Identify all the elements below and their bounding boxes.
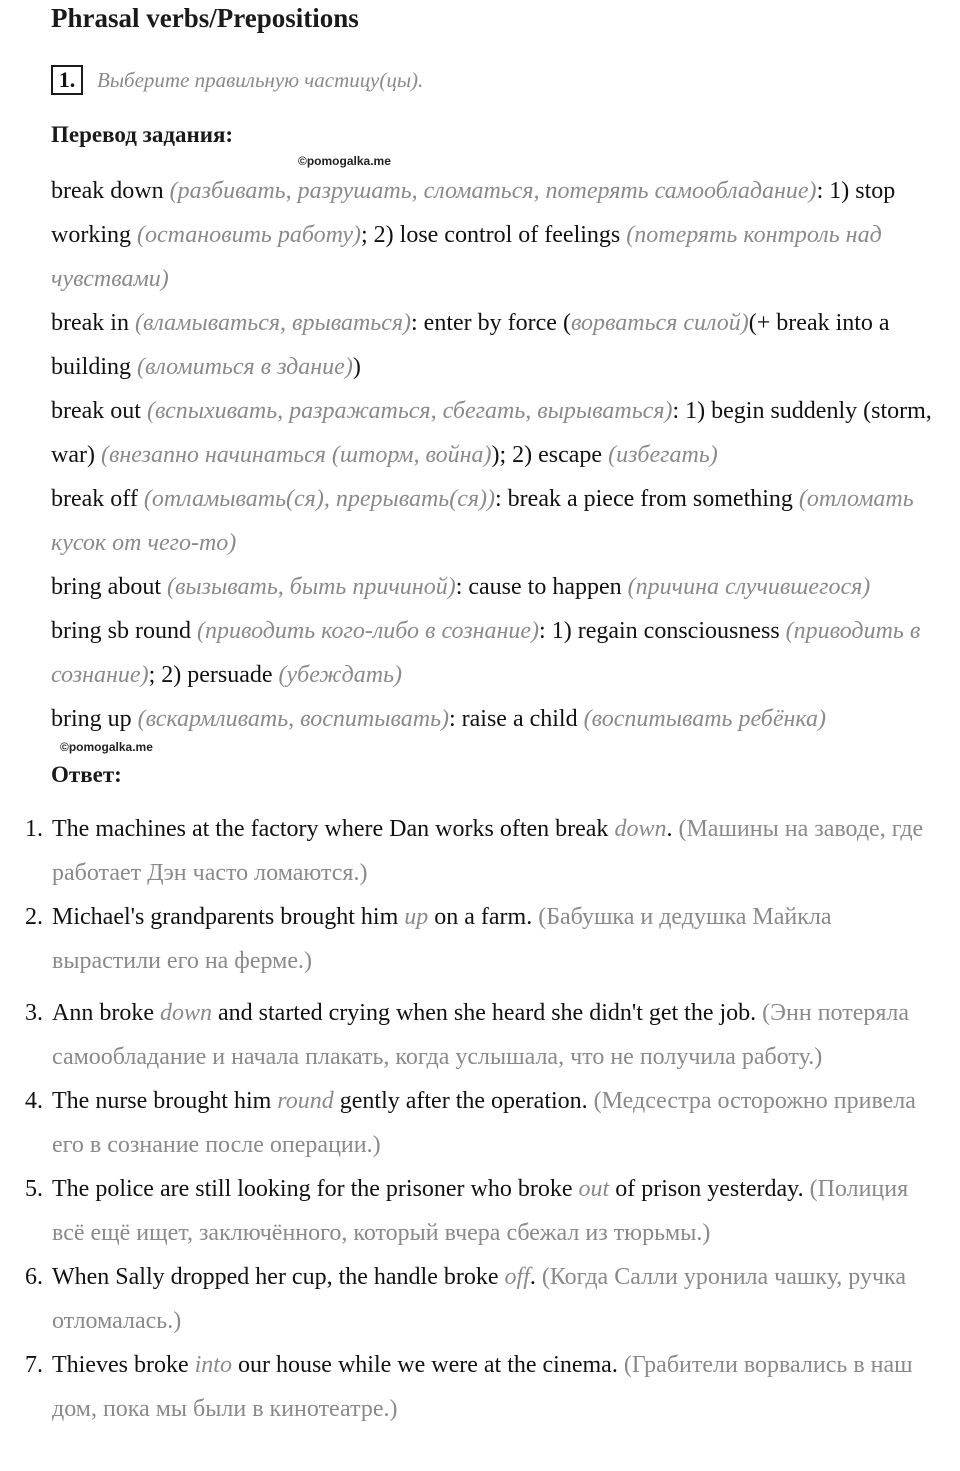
verb-definition: : break a piece from something <box>495 486 799 512</box>
answer-number: 1. <box>25 816 43 842</box>
verb-term: bring up <box>51 706 132 732</box>
answer-number: 3. <box>25 1000 43 1026</box>
answer-number: 6. <box>25 1264 43 1290</box>
answer-item <box>0 807 940 895</box>
definition-translation: (приводить в сознание) <box>51 618 921 688</box>
definition-translation: (остановить работу) <box>137 222 361 248</box>
answer-number: 7. <box>25 1352 43 1378</box>
answer-list <box>0 807 940 1431</box>
verb-translation: (вскармливать, воспитывать) <box>137 706 449 732</box>
definition-translation: (внезапно начинаться (шторм, война) <box>100 442 492 468</box>
answer-heading: Ответ: <box>51 762 122 787</box>
verb-definition-2: ; 2) lose control of feelings <box>360 222 627 248</box>
sentence-end: and started crying when she heard she didn't get the job. <box>212 1000 757 1026</box>
verb-entry <box>51 301 936 389</box>
sentence-translation: (Полиция всё ещё ищет, заключённого, который вчера сбежал из тюрьмы.) <box>52 1176 909 1246</box>
particle: into <box>194 1352 232 1378</box>
task-line <box>51 64 423 96</box>
verb-definition: : 1) regain consciousness <box>539 618 786 644</box>
verb-term: bring about <box>51 574 161 600</box>
definition-translation: (причина случившегося) <box>627 574 871 600</box>
verb-translation: (отламывать(ся), прерывать(ся)) <box>143 486 496 512</box>
verb-definition-2: ); 2) escape <box>491 442 609 468</box>
verb-term: break down <box>51 178 164 204</box>
sentence-start: The machines at the factory where Dan works often break <box>52 816 615 842</box>
answer-item <box>0 1167 940 1255</box>
answer-number: 5. <box>25 1176 43 1202</box>
watermark-bottom: ©pomogalka.me <box>60 740 153 754</box>
answer-number: 4. <box>25 1088 43 1114</box>
sentence-start: The police are still looking for the prisoner who broke <box>52 1176 579 1202</box>
definition-translation: ворваться силой) <box>570 310 749 336</box>
sentence-translation: (Медсестра осторожно привела его в сознание после операции.) <box>52 1088 916 1158</box>
particle: up <box>404 904 429 930</box>
sentence-translation: (Бабушка и дедушка Майкла вырастили его на ферме.) <box>52 904 832 974</box>
sentence-end: gently after the operation. <box>333 1088 588 1114</box>
task-number-box: 1. <box>51 65 83 95</box>
sentence-end: . <box>666 816 673 842</box>
sentence-end: our house while we were at the cinema. <box>231 1352 618 1378</box>
definition-translation-2: (избегать) <box>608 442 718 468</box>
verb-term: bring sb round <box>51 618 191 644</box>
verb-definition-2: ; 2) persuade <box>148 662 279 688</box>
phrasal-verb-list <box>51 169 936 741</box>
definition-translation: (отломать кусок от чего-то) <box>51 486 914 556</box>
sentence-start: The nurse brought him <box>52 1088 278 1114</box>
sentence-start: When Sally dropped her cup, the handle broke <box>52 1264 505 1290</box>
particle: out <box>578 1176 610 1202</box>
particle: down <box>614 816 667 842</box>
verb-entry <box>51 609 936 697</box>
task-instruction: Выберите правильную частицу(цы). <box>97 67 424 92</box>
particle: down <box>159 1000 212 1026</box>
verb-translation: (вспыхивать, разражаться, сбегать, вырываться) <box>146 398 673 424</box>
verb-entry <box>51 477 936 565</box>
verb-translation: (разбивать, разрушать, сломаться, потерять самообладание) <box>169 178 817 204</box>
translation-heading: Перевод задания: <box>51 122 234 147</box>
verb-definition: : 1) begin suddenly (storm, war) <box>51 398 932 468</box>
sentence-translation: (Когда Салли уронила чашку, ручка отломалась.) <box>52 1264 906 1334</box>
verb-term: break out <box>51 398 141 424</box>
particle: off <box>504 1264 530 1290</box>
definition-translation-2: (вломиться в здание) <box>137 354 353 380</box>
definition-translation-2: (потерять контроль над чувствами) <box>51 222 882 292</box>
sentence-translation: (Энн потеряла самообладание и начала плакать, когда услышала, что не получила работу.) <box>52 1000 910 1070</box>
sentence-start: Ann broke <box>52 1000 160 1026</box>
verb-definition-3: ) <box>352 354 361 380</box>
watermark-top: ©pomogalka.me <box>298 154 391 168</box>
verb-definition: : 1) stop working <box>51 178 896 248</box>
verb-translation: (приводить кого-либо в сознание) <box>197 618 540 644</box>
verb-definition: : enter by force ( <box>411 310 571 336</box>
answer-item <box>0 895 940 983</box>
verb-definition-2: (+ break into a building <box>51 310 890 380</box>
answer-item <box>0 1343 940 1431</box>
verb-definition: : raise a child <box>448 706 584 732</box>
sentence-translation: (Машины на заводе, где работает Дэн часто ломаются.) <box>52 816 924 886</box>
verb-term: break in <box>51 310 129 336</box>
verb-definition: : cause to happen <box>455 574 628 600</box>
sentence-translation: (Грабители ворвались в наш дом, пока мы были в кинотеатре.) <box>52 1352 913 1422</box>
sentence-start: Michael's grandparents brought him <box>52 904 405 930</box>
verb-entry <box>51 565 936 609</box>
sentence-end: on a farm. <box>428 904 533 930</box>
definition-translation-2: (убеждать) <box>278 662 402 688</box>
verb-translation: (вламываться, врываться) <box>134 310 412 336</box>
page-title: Phrasal verbs/Prepositions <box>51 3 359 33</box>
verb-entry <box>51 169 936 301</box>
particle: round <box>277 1088 334 1114</box>
sentence-start: Thieves broke <box>52 1352 195 1378</box>
sentence-end: . <box>529 1264 536 1290</box>
sentence-end: of prison yesterday. <box>609 1176 804 1202</box>
verb-translation: (вызывать, быть причиной) <box>166 574 456 600</box>
answer-item <box>0 1255 940 1343</box>
verb-entry <box>51 389 936 477</box>
answer-item <box>0 1079 940 1167</box>
verb-term: break off <box>51 486 138 512</box>
answer-item <box>0 991 940 1079</box>
definition-translation: (воспитывать ребёнка) <box>583 706 827 732</box>
verb-entry <box>51 697 936 741</box>
answer-number: 2. <box>25 904 43 930</box>
